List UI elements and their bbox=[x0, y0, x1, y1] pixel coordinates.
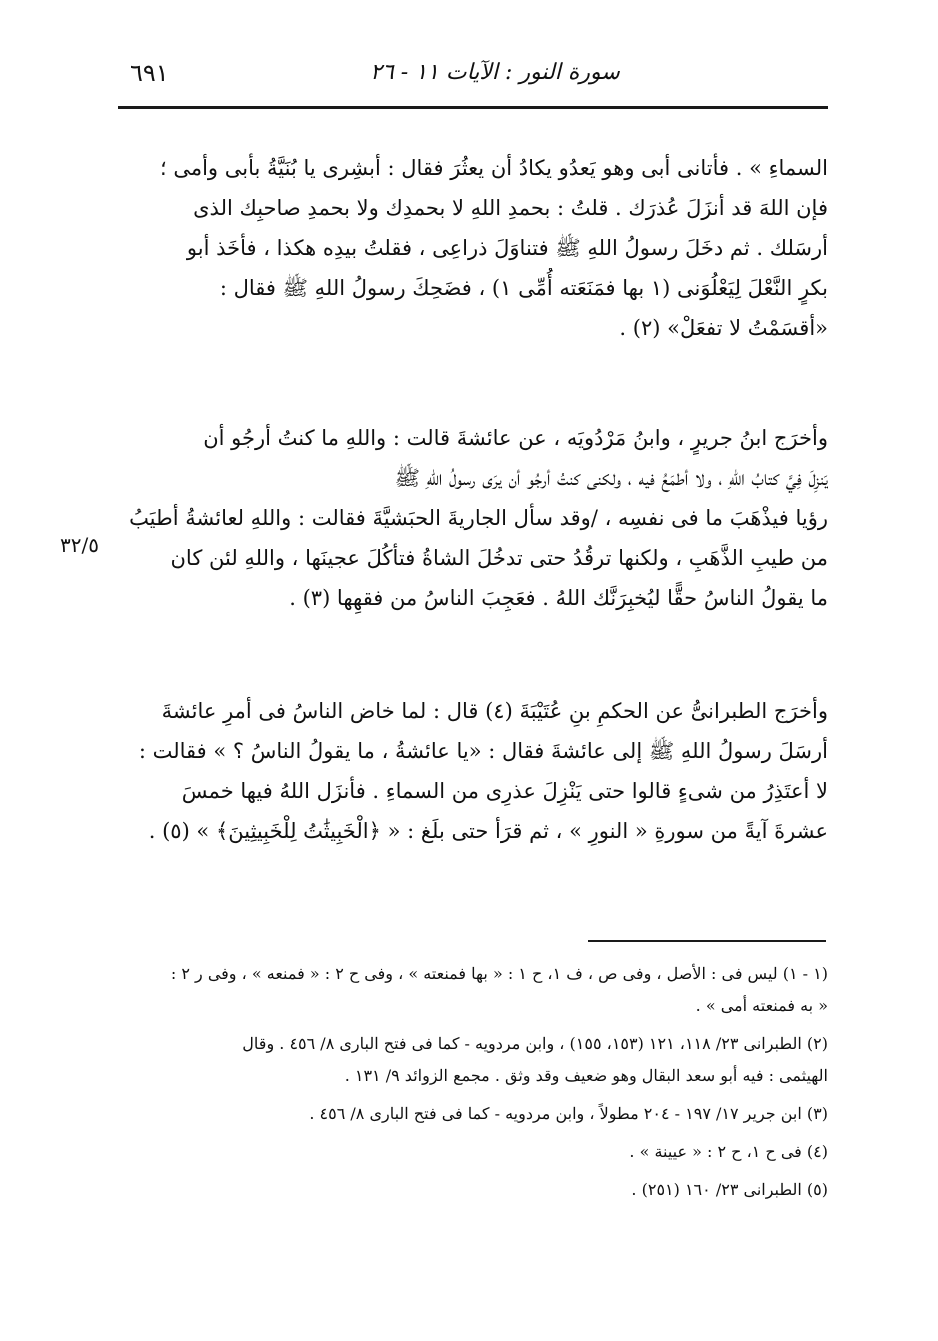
margin-reference: ٣٢/٥ bbox=[60, 533, 99, 557]
text-line: «أقسَمْتُ لا تفعَلْ» (٢) . bbox=[619, 316, 828, 340]
text-line: السماءِ » . فأتانى أبى وهو يَعدُو يكادُ أن يعثُرَ فقال : أبشِرى يا بُنَيَّةُ بأبى وأمى ؛ bbox=[160, 156, 828, 180]
paragraph-1 bbox=[118, 148, 828, 348]
text-line: أرسَلَ رسولُ اللهِ ﷺ إلى عائشةَ فقال : «يا عائشةُ ، ما يقولُ الناسُ ؟ » فقالت : bbox=[138, 739, 828, 763]
text-line: فإن اللهَ قد أنزَلَ عُذرَك . قلتُ : بحمدِ اللهِ لا بحمدِك ولا بحمدِ صاحبِك الذى bbox=[193, 196, 828, 220]
text-line: لا أعتَذِرُ من شىءٍ قالوا حتى يَنْزِلَ عذرِى من السماءِ . فأنزَل اللهُ فيها خمسَ bbox=[181, 779, 828, 803]
text-line: ما يقولُ الناسُ حقًّا ليُخبِرَنَّك اللهُ . فعَجِبَ الناسُ من فقهِها (٣) . bbox=[289, 586, 828, 610]
footnote-line: (٢) الطبرانى ٢٣/ ١١٨، ١٢١ (١٥٣، ١٥٥) ، وابن مردويه - كما فى فتح البارى ٨/ ٤٥٦ . وقال bbox=[242, 1034, 828, 1053]
footnote-line: (٤) فى ح ١، ح ٢ : « عيينة » . bbox=[629, 1142, 828, 1161]
footnote-5 bbox=[118, 1174, 828, 1206]
footnotes bbox=[118, 958, 828, 1206]
page-number: ٦٩١ bbox=[130, 59, 169, 87]
text-line: أرسَلك . ثم دخَلَ رسولُ اللهِ ﷺ فتناوَلَ ذراعِى ، فقلتُ بيدِه هكذا ، فأخَذ أبو bbox=[186, 236, 828, 260]
footnote-line: الهيثمى : فيه أبو سعد البقال وهو ضعيف وقد وثق . مجمع الزوائد ٩/ ١٣١ . bbox=[344, 1066, 828, 1085]
footnote-line: (١ - ١) ليس فى : الأصل ، وفى ص ، ف ١، ح ١ : « بها فمنعته » ، وفى ح ٢ : « فمنعه » ، وفى ر ٢ : bbox=[170, 964, 828, 983]
footnote-1 bbox=[118, 958, 828, 1022]
running-head: سورة النور : الآيات ١١ - ٢٦ bbox=[370, 60, 620, 85]
text-line: من طيبِ الذَّهَبِ ، ولكنها ترقُدُ حتى تدخُلَ الشاةُ فتأكُلَ عجينَها ، واللهِ لئن كان bbox=[170, 546, 828, 570]
footnote-rule bbox=[588, 940, 826, 942]
footnote-line: (٣) ابن جرير ١٧/ ١٩٧ - ٢٠٤ مطولاً ، وابن مردويه - كما فى فتح البارى ٨/ ٤٥٦ . bbox=[309, 1104, 828, 1123]
footnote-line: « به فمنعته أمى » . bbox=[695, 996, 828, 1015]
text-line: يَنزِلَ فِيَّ كتابُ اللهِ ، ولا أطمَعُ فيه ، ولكنى كنتُ أرجُو أن يرَى رسولُ اللهِ ﷺ bbox=[394, 466, 828, 490]
footnote-3 bbox=[118, 1098, 828, 1130]
paragraph-2 bbox=[118, 418, 828, 618]
footnote-4 bbox=[118, 1136, 828, 1168]
text-line: عشرةَ آيةً من سورةِ « النورِ » ، ثم قرَأ حتى بلَغ : « ﴿الْخَبِيثَٰتُ لِلْخَبِيثِينَ﴾ » (٥) . bbox=[148, 819, 828, 843]
paragraph-3 bbox=[118, 691, 828, 851]
text-line: وأخرَج ابنُ جريرٍ ، وابنُ مَرْدُويَه ، عن عائشةَ قالت : واللهِ ما كنتُ أرجُو أن bbox=[203, 426, 828, 450]
text-line: بكرٍ النَّعْلَ لِيَعْلُوَنى (١ بها فمَنَعَته أُمِّى ١) ، فضَحِكَ رسولُ اللهِ ﷺ فقال : bbox=[219, 276, 828, 300]
footnote-2 bbox=[118, 1028, 828, 1092]
header-rule bbox=[118, 106, 828, 109]
footnote-line: (٥) الطبرانى ٢٣/ ١٦٠ (٢٥١) . bbox=[631, 1180, 828, 1199]
text-line: وأخرَج الطبرانىُّ عن الحكمِ بنِ عُتَيْبَةَ (٤) قال : لما خاض الناسُ فى أمرِ عائشةَ bbox=[161, 699, 828, 723]
text-line: رؤيا فيذْهَبَ ما فى نفسِه ، /وقد سأل الجاريةَ الحبَشيَّةَ فقالت : واللهِ لعائشةُ أطيَبُ bbox=[129, 506, 828, 530]
